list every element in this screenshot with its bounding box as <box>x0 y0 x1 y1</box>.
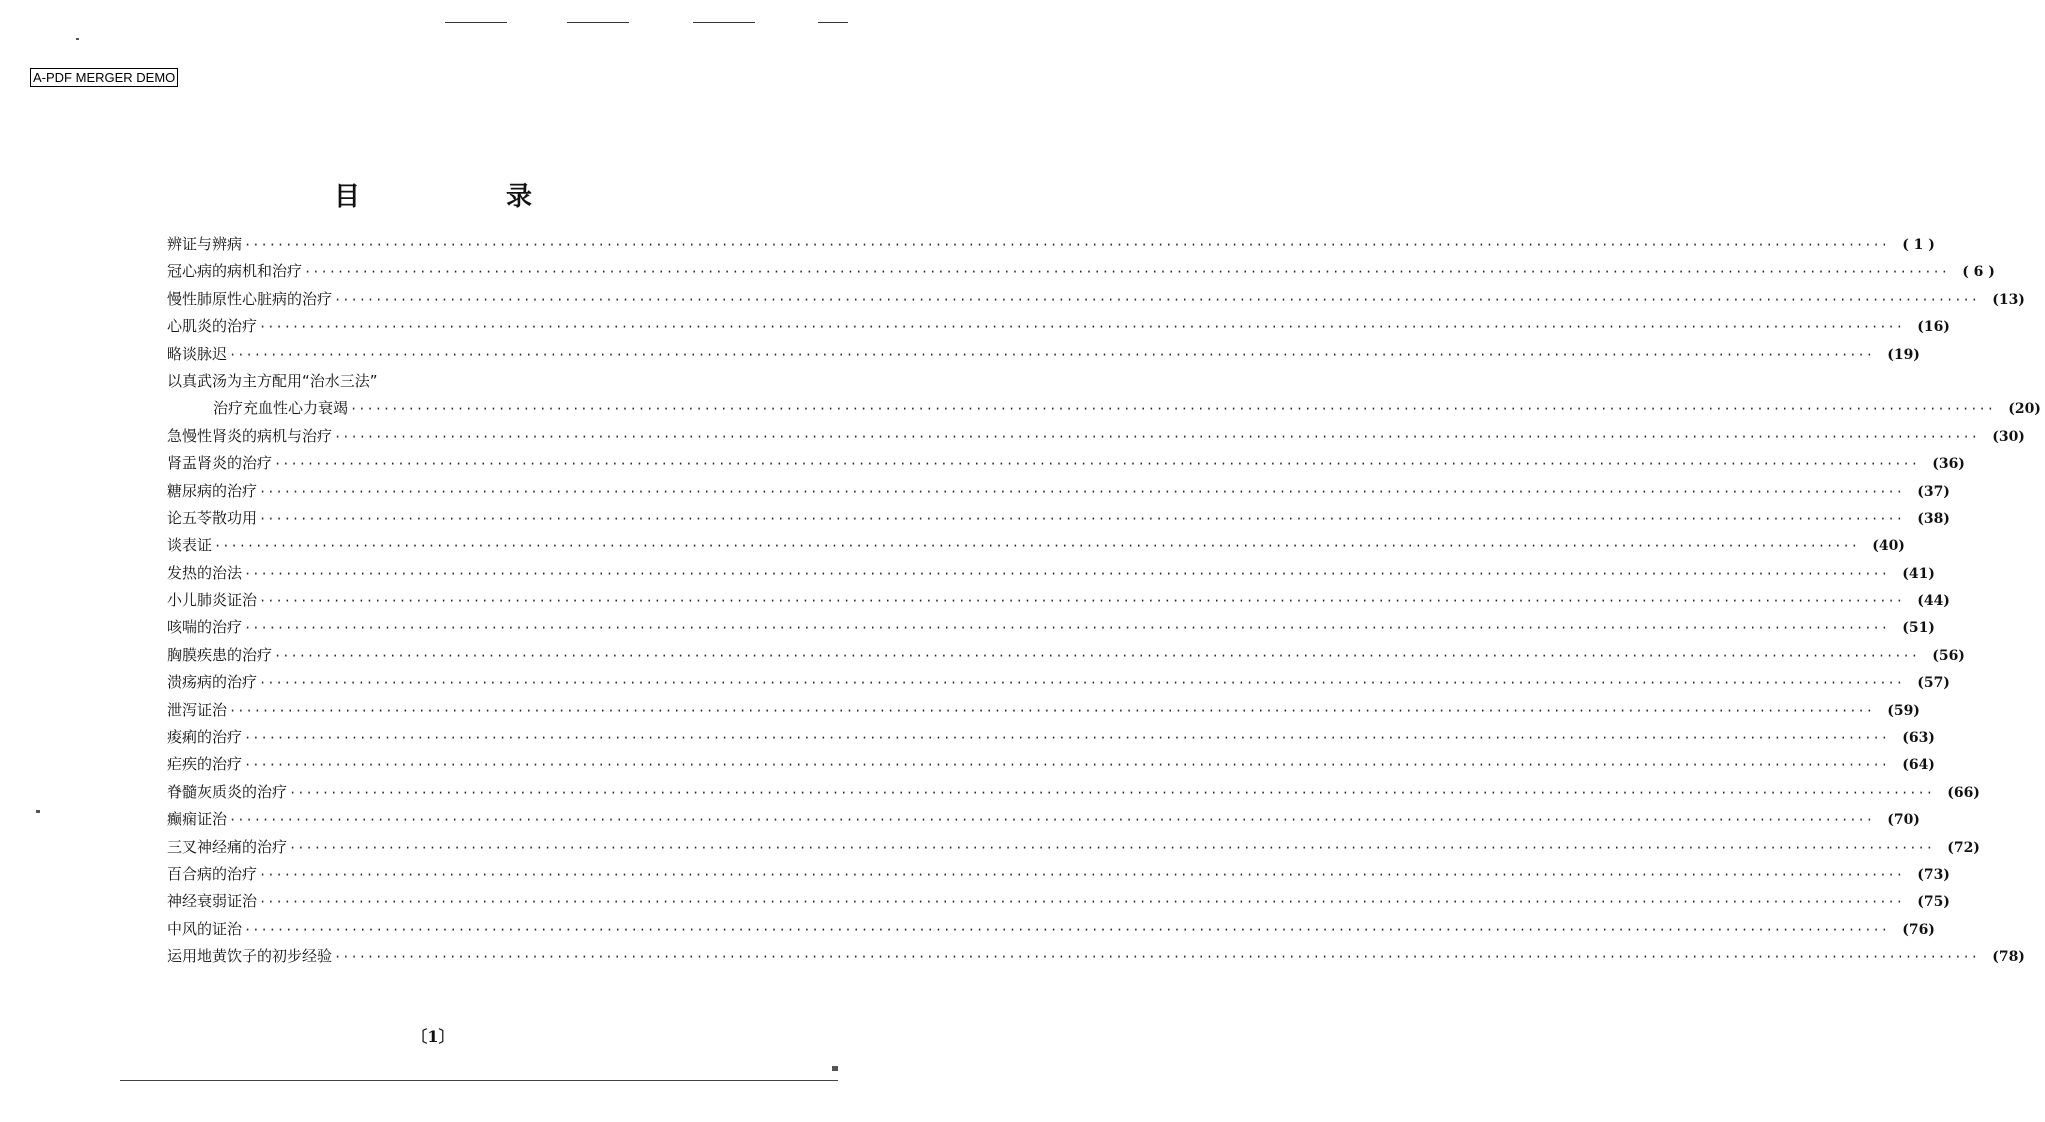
toc-entry-page: (66) <box>1947 784 1980 801</box>
toc-entry-title: 心肌炎的治疗 <box>167 317 258 336</box>
toc-entry <box>167 423 2025 450</box>
toc-entry-page: (38) <box>1917 510 1950 527</box>
toc-entry <box>167 669 1950 696</box>
toc-entry-title: 运用地黄饮子的初步经验 <box>167 947 333 966</box>
toc-entry-page: (56) <box>1932 647 1965 664</box>
toc-entry <box>167 779 1980 806</box>
toc-entry <box>167 560 1935 587</box>
toc-entry-page: (41) <box>1902 565 1935 582</box>
toc-entry-title: 胸膜疾患的治疗 <box>167 645 273 664</box>
toc-entry-title: 肾盂肾炎的治疗 <box>167 454 273 473</box>
toc-entry-title: 辨证与辨病 <box>167 235 243 253</box>
toc-entry <box>167 286 2025 313</box>
toc-entry-page: (63) <box>1902 730 1935 747</box>
toc-entry-page: (30) <box>1992 428 2025 445</box>
toc-entry-page: (13) <box>1992 291 2025 308</box>
scan-speck <box>76 38 79 40</box>
top-rule <box>818 22 848 23</box>
toc-entry-page: ( 6 ) <box>1962 264 1995 281</box>
toc-entry <box>167 806 1920 833</box>
toc-entry-title: 脊髓灰质炎的治疗 <box>167 782 288 801</box>
toc-entry <box>167 505 1950 532</box>
toc-dot-leader: ········································································································································································································ <box>244 758 1889 773</box>
toc-entry <box>167 888 1950 915</box>
page-number: 〔1〕 <box>411 1027 455 1046</box>
toc-dot-leader: ········································································································································································································ <box>289 785 1934 800</box>
toc-entry-title: 三叉神经痛的治疗 <box>167 837 288 856</box>
toc-entry <box>167 861 1950 888</box>
toc-entry <box>167 587 1950 614</box>
toc-dot-leader: ········································································································································································································ <box>244 621 1889 636</box>
toc-dot-leader: ········································································································································································································ <box>334 429 1979 444</box>
toc-entry-title: 癫痫证治 <box>167 810 228 829</box>
toc-entry-page: (57) <box>1917 675 1950 692</box>
toc-entry <box>167 614 1935 641</box>
toc-entry <box>167 751 1935 778</box>
toc-entry-title: 糖尿病的治疗 <box>167 481 258 500</box>
toc-dot-leader: ········································································································································································································ <box>259 676 1904 691</box>
toc-entry-title: 谈表证 <box>167 536 213 555</box>
toc-entry <box>167 697 1920 724</box>
toc-dot-leader: ········································································································································································································ <box>350 402 1995 417</box>
toc-entry-title: 治疗充血性心力衰竭 <box>213 399 349 418</box>
top-rule <box>693 22 755 23</box>
watermark-label: A-PDF MERGER DEMO <box>30 68 178 87</box>
toc-entry-page: (16) <box>1917 319 1950 336</box>
toc-dot-leader: ········································································································································································································ <box>244 238 1889 252</box>
toc-entry-title: 百合病的治疗 <box>167 864 258 883</box>
toc-entry-page: (51) <box>1902 620 1935 637</box>
toc-entry <box>167 724 1935 751</box>
toc-entry-page: (44) <box>1917 593 1950 610</box>
toc-entry-title: 略谈脉迟 <box>167 344 228 363</box>
toc-entry-title: 慢性肺原性心脏病的治疗 <box>167 289 333 308</box>
toc-dot-leader: ········································································································································································································ <box>244 566 1889 581</box>
toc-dot-leader: ········································································································································································································ <box>304 265 1949 280</box>
toc-entry <box>167 231 1935 258</box>
toc-dot-leader: ········································································································································································································ <box>334 292 1979 307</box>
toc-entry <box>167 395 2041 422</box>
toc-dot-leader: ········································································································································································································ <box>274 457 1919 472</box>
table-of-contents <box>167 231 2041 971</box>
toc-dot-leader: ········································································································································································································ <box>229 813 1874 828</box>
toc-entry-title: 急慢性肾炎的病机与治疗 <box>167 426 333 445</box>
toc-dot-leader: ········································································································································································································ <box>259 320 1904 335</box>
toc-entry-page: (37) <box>1917 483 1950 500</box>
toc-entry-page: (75) <box>1917 894 1950 911</box>
toc-entry-title: 痠痢的治疗 <box>167 728 243 747</box>
toc-entry-title: 神经衰弱证治 <box>167 892 258 911</box>
toc-entry <box>167 450 1965 477</box>
toc-dot-leader: ········································································································································································································ <box>259 484 1904 499</box>
toc-entry <box>167 341 1920 368</box>
toc-dot-leader: ········································································································································································································ <box>244 731 1889 746</box>
toc-entry-page: (59) <box>1887 702 1920 719</box>
toc-entry <box>167 368 772 395</box>
toc-entry-page: (64) <box>1902 757 1935 774</box>
toc-dot-leader: ········································································································································································································ <box>259 511 1904 526</box>
bottom-rule <box>120 1080 838 1081</box>
toc-dot-leader: ········································································································································································································ <box>334 950 1979 965</box>
toc-entry-title: 溃疡病的治疗 <box>167 673 258 692</box>
toc-entry <box>167 313 1950 340</box>
toc-entry <box>167 943 2025 970</box>
toc-dot-leader: ········································································································································································································ <box>259 594 1904 609</box>
toc-entry-page: (20) <box>2008 401 2041 418</box>
scan-speck <box>36 810 40 813</box>
toc-dot-leader: ········································································································································································································ <box>259 895 1904 910</box>
toc-entry-page: (19) <box>1887 346 1920 363</box>
toc-dot-leader: ········································································································································································································ <box>289 840 1934 855</box>
toc-entry-title: 小儿肺炎证治 <box>167 591 258 610</box>
toc-dot-leader: ········································································································································································································ <box>229 347 1874 362</box>
toc-entry <box>167 532 1905 559</box>
scan-speck <box>832 1066 838 1071</box>
toc-entry <box>167 916 1935 943</box>
toc-entry-page: (73) <box>1917 866 1950 883</box>
toc-entry-page: ( 1 ) <box>1902 237 1935 253</box>
toc-entry-page: (36) <box>1932 456 1965 473</box>
top-rule <box>567 22 629 23</box>
toc-entry <box>167 834 1980 861</box>
toc-entry <box>167 258 1995 285</box>
toc-dot-leader: ········································································································································································································ <box>274 648 1919 663</box>
toc-entry-page: (40) <box>1872 538 1905 555</box>
toc-entry-title: 中风的证治 <box>167 919 243 938</box>
toc-entry-page: (78) <box>1992 949 2025 966</box>
toc-entry-title: 疟疾的治疗 <box>167 755 243 774</box>
toc-entry-page: (76) <box>1902 921 1935 938</box>
toc-entry <box>167 478 1950 505</box>
toc-dot-leader: ········································································································································································································ <box>214 539 1859 554</box>
toc-dot-leader: ········································································································································································································ <box>244 922 1889 937</box>
toc-entry <box>167 642 1965 669</box>
toc-entry-title: 泄泻证治 <box>167 700 228 719</box>
toc-entry-title: 发热的治法 <box>167 563 243 582</box>
toc-dot-leader: ········································································································································································································ <box>259 867 1904 882</box>
toc-entry-title: 咳喘的治疗 <box>167 618 243 637</box>
toc-entry-title: 冠心病的病机和治疗 <box>167 262 303 281</box>
toc-entry-page: (70) <box>1887 812 1920 829</box>
page-title: 目 录 <box>333 182 592 212</box>
toc-entry-title: 以真武汤为主方配用“治水三法” <box>167 371 378 390</box>
toc-entry-title: 论五苓散功用 <box>167 508 258 527</box>
toc-entry-page: (72) <box>1947 839 1980 856</box>
toc-dot-leader: ········································································································································································································ <box>229 703 1874 718</box>
top-rule <box>445 22 507 23</box>
